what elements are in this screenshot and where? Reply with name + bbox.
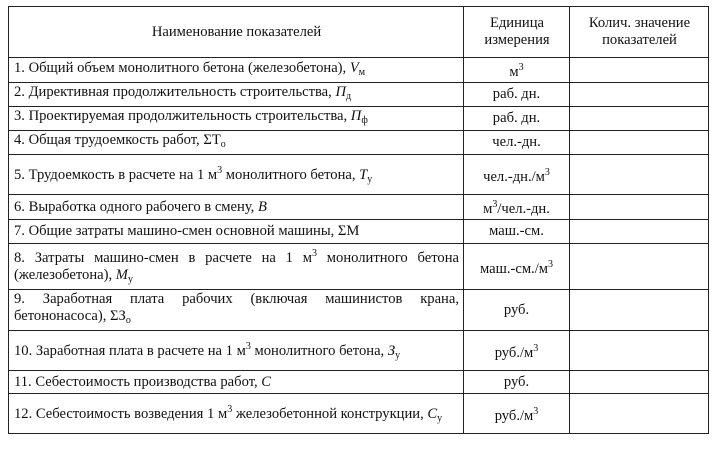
table-row xyxy=(9,195,709,220)
indicator-name: 11. Себестоимость производства работ, C xyxy=(9,371,464,394)
indicator-unit: $руб./м^3$ xyxy=(464,331,570,371)
header-name: Наименование показателей xyxy=(9,7,464,58)
indicator-value[interactable] xyxy=(570,220,709,244)
indicator-unit: руб. xyxy=(464,290,570,331)
indicator-name: 6. Выработка одного рабочего в смену, B xyxy=(9,195,464,220)
indicator-name: 2. Директивная продолжительность строительства, $П_д$ xyxy=(9,83,464,107)
table-row xyxy=(9,58,709,83)
indicator-value[interactable] xyxy=(570,331,709,371)
indicator-unit: чел.-дн. xyxy=(464,131,570,155)
indicator-unit: $чел.-дн./м^3$ xyxy=(464,155,570,195)
table-row xyxy=(9,131,709,155)
indicator-name: 7. Общие затраты машино-смен основной машины, ΣM xyxy=(9,220,464,244)
indicator-unit: $м^3$ xyxy=(464,58,570,83)
indicator-name: 4. Общая трудоемкость работ, $\Sigma T_о$ xyxy=(9,131,464,155)
indicator-name: 9. Заработная плата рабочих (включая машинистов крана, бетононасоса), $\Sigma З_о$ xyxy=(9,290,464,331)
indicator-value[interactable] xyxy=(570,83,709,107)
indicator-unit: раб. дн. xyxy=(464,107,570,131)
indicator-value[interactable] xyxy=(570,290,709,331)
table-row xyxy=(9,83,709,107)
header-row xyxy=(9,7,709,58)
indicator-name: 5. Трудоемкость в расчете на 1 $м^3$ монолитного бетона, $T_у$ xyxy=(9,155,464,195)
table-row xyxy=(9,155,709,195)
header-value: Колич. значение показателей xyxy=(570,7,709,58)
indicator-unit: маш.-см. xyxy=(464,220,570,244)
table-row xyxy=(9,394,709,434)
indicator-unit: раб. дн. xyxy=(464,83,570,107)
indicator-value[interactable] xyxy=(570,58,709,83)
indicator-unit: руб. xyxy=(464,371,570,394)
indicator-name: 12. Себестоимость возведения 1 $м^3$ железобетонной конструкции, $C_у$ xyxy=(9,394,464,434)
indicator-name: 3. Проектируемая продолжительность строительства, $П_ф$ xyxy=(9,107,464,131)
table-row xyxy=(9,331,709,371)
indicator-unit: $маш.-см./м^3$ xyxy=(464,244,570,290)
indicator-value[interactable] xyxy=(570,195,709,220)
table-row xyxy=(9,244,709,290)
indicator-unit: $м^3/чел.-дн$. xyxy=(464,195,570,220)
indicators-table xyxy=(8,6,709,434)
indicator-name: 1. Общий объем монолитного бетона (железобетона), $V_м$ xyxy=(9,58,464,83)
header-unit: Единица измерения xyxy=(464,7,570,58)
indicator-value[interactable] xyxy=(570,107,709,131)
table-row xyxy=(9,290,709,331)
indicator-name: 8. Затраты машино-смен в расчете на 1 $м^3$ монолитного бетона (железобетона), $M_у$ xyxy=(9,244,464,290)
indicator-name: 10. Заработная плата в расчете на 1 $м^3$ монолитного бетона, $З_у$ xyxy=(9,331,464,371)
indicator-value[interactable] xyxy=(570,394,709,434)
indicator-value[interactable] xyxy=(570,371,709,394)
indicator-unit: $руб./м^3$ xyxy=(464,394,570,434)
table-row xyxy=(9,371,709,394)
table-row xyxy=(9,107,709,131)
indicator-value[interactable] xyxy=(570,244,709,290)
indicator-value[interactable] xyxy=(570,155,709,195)
table-row xyxy=(9,220,709,244)
indicator-value[interactable] xyxy=(570,131,709,155)
